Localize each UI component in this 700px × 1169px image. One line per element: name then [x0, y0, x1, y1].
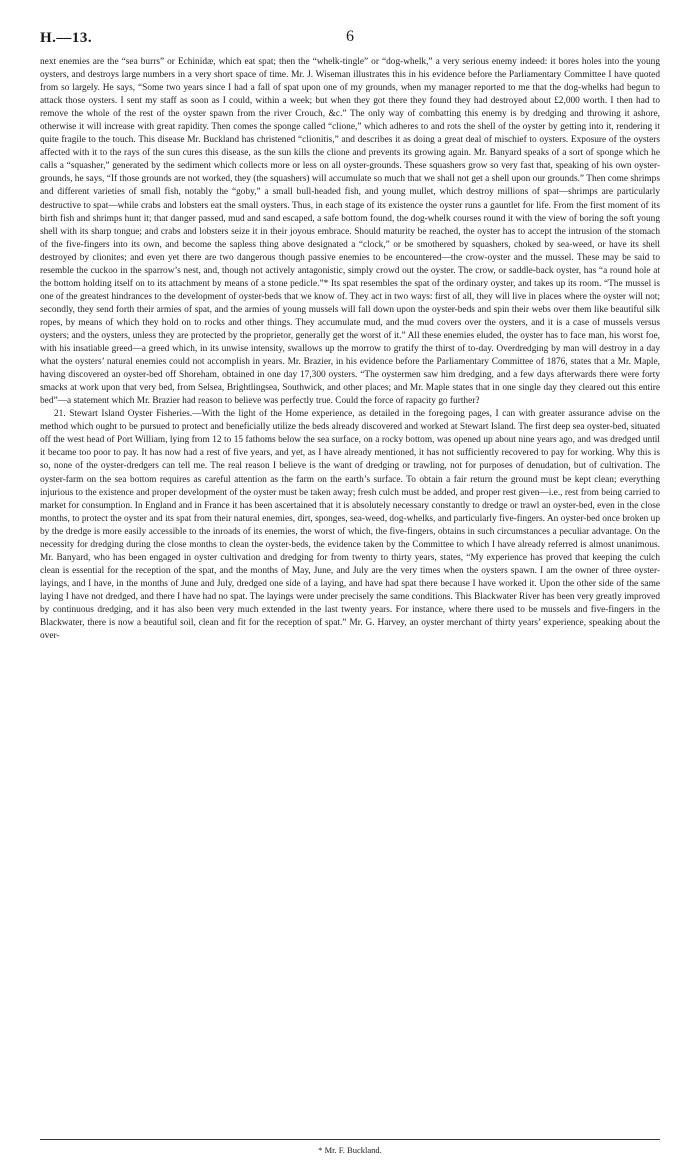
document-reference: H.—13. [40, 30, 93, 46]
paragraph-stewart-island: 21. Stewart Island Oyster Fisheries.—With the light of the Home experience, as detailed in the foregoing pages, I can with greater assurance advise on the method which ought to be pursued to protect and beneficially utilize the beds already discovered and worked at Stewart Island. The first deep sea oyster-bed, situated off the west head of Port William, lying from 12 to 15 fathoms below the sea surface, on a rocky bottom, was opened up about nine years ago, and was dredged until it became too poor to pay. It has now had a rest of five years, and yet, as I have already mentioned, it has not sufficiently recovered to pay for working. Why this is so, none of the oyster-dredgers can tell me. The real reason I believe is the want of dredging or trawling, not for purposes of denudation, but of cultivation. The oyster-farm on the sea bottom requires as careful attention as the farm on the earth’s surface. To obtain a fair return the ground must be kept clean; everything injurious to the existence and proper development of the oyster must be taken away; fresh culch must be added, and proper rest given—i.e., rest from being carried to market for consumption. In England and in France it has been ascertained that it is absolutely necessary constantly to dredge or trawl an oyster-bed, even in the close months, to protect the oyster and its spat from their natural enemies, dirt, sponges, sea-weed, dog-whelks, and particularly five-fingers. An oyster-bed once broken up by the dredge is more easily accessible to the inroads of its enemies, the worst of which, the five-fingers, obtains in such circumstances a peculiar advantage. On the necessity for dredging during the close months to clean the oyster-beds, the evidence taken by the Committee to which I have already referred is almost unanimous. Mr. Banyard, who has been engaged in oyster cultivation and dredging for from twenty to thirty years, states, “My experience has proved that keeping the culch clean is essential for the reception of the spat, and the months of May, June, and July are the very times when the oysters spawn. I am the owner of three oyster-layings, and I have, in the months of June and July, dredged one side of a laying, and have had spat there because I have worked it. Upon the other side of the same laying I have not dredged, and there I have had no spat. The layings were under precisely the same conditions. This Blackwater River has been very greatly improved by continuous dredging, and it has also been very much extended in the last twenty years. For instance, where there used to be mussels and five-fingers in the Blackwater, there is now a beautiful soil, clean and fit for the reception of spat.” Mr. G. Harvey, an oyster merchant of thirty years’ experience, speaking about the over- [40, 409, 660, 642]
paragraph-enemies: next enemies are the “sea burrs” or Echinidæ, which eat spat; then the “whelk-tingle” or “dog-whelk,” a very serious enemy indeed: it bores holes into the young oysters, and destroys large numbers in a very short space of time. Mr. J. Wiseman illustrates this in his evidence before the Parliamentary Committee I have quoted from so largely. He says, “Some two years since I had a fall of spat upon one of my grounds, when my manager reported to me that the dog-whelks had begun to attack those oysters. I sent my staff as soon as I could, within a week; but when they got there they found they had destroyed about £2,000 worth. I then had to remove the whole of the rest of the oyster spawn from the river Crouch, &c.” The only way of combatting this enemy is by dredging and throwing it ashore, otherwise it will increase with great rapidity. Then comes the sponge called “clione,” which adheres to and rots the shell of the oyster by getting into it, rendering it quite fragile to the touch. This disease Mr. Buckland has christened “clionitis,” and describes it as doing a great deal of mischief to oysters. Exposure of the oysters affected with it to the rays of the sun cures this disease, as the sun kills the clione and prevents its growing again. Mr. Banyard speaks of a sort of sponge which he calls a “squasher,” generated by the sediment which collects more or less on all oyster-grounds. These squashers grow so very fast that, speaking of his own oyster-grounds, he says, “If those grounds are not worked, they (the squashers) will accumulate so much that we shall not get a shell upon our grounds.” Then come shrimps and different varieties of small fish, notably the “goby,” a small bull-headed fish, and young mullet, which destroy millions of spat—shrimps are particularly destructive to spat—while crabs and lobsters eat the small oysters. Thus, in each stage of its existence the oyster runs a gauntlet for life. From the first moment of its birth fish and shrimps hunt it; that danger passed, mud and sand escaped, a safe bottom found, the dog-whelk courses round it with the view of boring the soft young shell with its sharp tongue; and crabs and lobsters seize it in their joyous embrace. Should maturity be reached, the oyster has to accept the intrusion of the stomach of the five-fingers into its own, and become the sapless thing above designated a “clock,” or be smothered by squashers, choked by sea-weed, or have its shell destroyed by clionites; and even yet there are two dangerous though passive enemies to be encountered—the crow-oyster and the mussel. These may be said to resemble the cuckoo in the sparrow’s nest, and, though not actively antagonistic, simply crowd out the oyster. The crow, or saddle-back oyster, has “a round hole at the bottom holding itself on to its attachment by means of a stone pedicle.”* Its spat resembles the spat of the ordinary oyster, and takes up its room. “The mussel is one of the greatest hindrances to the development of oyster-beds that we know of. They act in two ways: first of all, they will live in places where the oyster will not; secondly, they send forth their armies of spat, and the armies of young mussels will fall down upon the oyster-beds and spin their webs over them like beautiful silk ropes, by means of which they hold on to rocks and other things. They accumulate mud, and the mud covers over the oysters, and it is a case of mussels versus oysters; and the oysters, unless they are protected by the proprietor, generally get the worst of it.” All these enemies eluded, the oyster has to face man, his worst foe, with his insatiable greed—a greed which, in its unwise intensity, swallows up the morrow to gratify the thirst of to-day. Overdredging by man will destroy in a day what the oysters’ natural enemies could not accomplish in years. Mr. Brazier, in his evidence before the Parliamentary Committee of 1876, states that a Mr. Maple, having discovered an oyster-bed off Shoreham, obtained in one day 17,300 oysters. “The oystermen saw him dredging, and a few days afterwards there were forty smacks at work upon that very bed, from Selsea, Brightlingsea, Southwick, and other places; and Mr. Maple states that in one single day they cleared out this entire bed”—a statement which Mr. Brazier had reason to believe was perfectly true. Could the force of rapacity go further? [40, 57, 660, 407]
page-header [40, 22, 660, 52]
page-number: 6 [346, 28, 354, 45]
body-text [40, 56, 660, 643]
footnote-divider [40, 1139, 660, 1140]
footnote: * Mr. F. Buckland. [318, 1145, 382, 1155]
